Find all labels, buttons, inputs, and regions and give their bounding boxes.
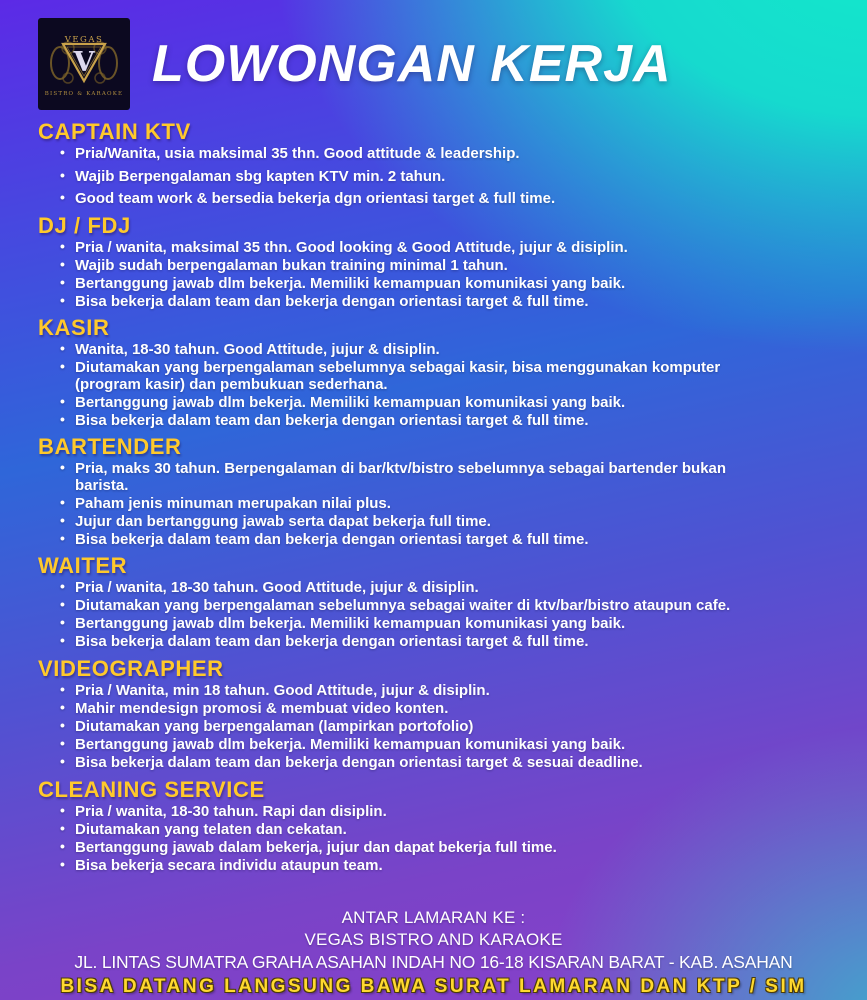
job-heading-videographer: VIDEOGRAPHER <box>38 655 224 681</box>
job-bullet: • Pria / Wanita, min 18 tahun. Good Attitude, jujur & disiplin. <box>60 683 780 700</box>
job-heading-dj-fdj: DJ / FDJ <box>38 212 131 238</box>
job-section-bartender <box>38 435 831 548</box>
job-bullets-waiter <box>60 580 780 651</box>
job-section-videographer <box>38 657 831 772</box>
job-bullet: • Wanita, 18-30 tahun. Good Attitude, jujur & disiplin. <box>60 342 780 359</box>
job-bullet: • Wajib sudah berpengalaman bukan training minimal 1 tahun. <box>60 258 780 275</box>
job-bullet: • Pria / wanita, maksimal 35 thn. Good looking & Good Attitude, jujur & disiplin. <box>60 240 780 257</box>
job-bullet: • Pria / wanita, 18-30 tahun. Good Attitude, jujur & disiplin. <box>60 580 780 597</box>
job-bullet: • Pria / wanita, 18-30 tahun. Rapi dan disiplin. <box>60 804 780 821</box>
job-bullet: • Pria/Wanita, usia maksimal 35 thn. Good attitude & leadership. <box>60 146 780 163</box>
job-bullet: • Diutamakan yang berpengalaman (lampirkan portofolio) <box>60 719 780 736</box>
footer-address: JL. LINTAS SUMATRA GRAHA ASAHAN INDAH NO 16-18 KISARAN BARAT - KAB. ASAHAN <box>74 951 793 972</box>
job-bullet: • Bisa bekerja dalam team dan bekerja dengan orientasi target & full time. <box>60 294 780 311</box>
footer-apply-label: ANTAR LAMARAN KE : <box>341 908 526 928</box>
job-section-kasir <box>38 316 831 429</box>
job-heading-captain-ktv: CAPTAIN KTV <box>38 119 191 144</box>
job-bullet: • Good team work & bersedia bekerja dgn orientasi target & full time. <box>60 191 780 208</box>
job-bullets-dj-fdj <box>60 240 780 311</box>
footer-venue-name: VEGAS BISTRO AND KARAOKE <box>304 929 563 949</box>
footer-highlight: BISA DATANG LANGSUNG BAWA SURAT LAMARAN DAN KTP / SIM <box>60 976 807 997</box>
logo-brand-text: VEGAS <box>64 35 104 45</box>
job-section-captain-ktv <box>38 120 831 208</box>
job-bullet: • Bertanggung jawab dlm bekerja. Memiliki kemampuan komunikasi yang baik. <box>60 395 780 412</box>
job-bullet: • Pria, maks 30 tahun. Berpengalaman di bar/ktv/bistro sebelumnya sebagai bartender bukan barista. <box>60 461 780 494</box>
job-bullet: • Bisa bekerja dalam team dan bekerja dengan orientasi target & full time. <box>60 532 780 549</box>
job-bullet: • Paham jenis minuman merupakan nilai plus. <box>60 496 780 513</box>
job-bullet: • Bisa bekerja secara individu ataupun team. <box>60 858 780 875</box>
logo-tagline: BISTRO & KARAOKE <box>44 91 124 97</box>
job-bullet: • Diutamakan yang berpengalaman sebelumnya sebagai waiter di ktv/bar/bistro ataupun cafe. <box>60 598 780 615</box>
job-bullet: • Jujur dan bertanggung jawab serta dapat bekerja full time. <box>60 514 780 531</box>
poster-footer <box>0 907 867 998</box>
poster-title: LOWONGAN KERJA <box>152 35 672 93</box>
job-bullet: • Bisa bekerja dalam team dan bekerja dengan orientasi target & full time. <box>60 413 780 430</box>
job-bullets-kasir <box>60 342 780 429</box>
job-bullets-cleaning-service <box>60 804 780 875</box>
job-bullet: • Bertanggung jawab dlm bekerja. Memiliki kemampuan komunikasi yang baik. <box>60 276 780 293</box>
job-section-waiter <box>38 554 831 651</box>
job-bullet: • Diutamakan yang berpengalaman sebelumnya sebagai kasir, bisa menggunakan komputer (program kasir) dan pembukuan sederhana. <box>60 360 780 393</box>
job-bullet: • Bertanggung jawab dlm bekerja. Memiliki kemampuan komunikasi yang baik. <box>60 616 780 633</box>
job-heading-bartender: BARTENDER <box>38 434 182 460</box>
job-section-dj-fdj <box>38 214 831 311</box>
vegas-logo <box>38 18 130 110</box>
job-bullet: • Bisa bekerja dalam team dan bekerja dengan orientasi target & full time. <box>60 634 780 651</box>
job-bullet: • Bertanggung jawab dlm bekerja. Memiliki kemampuan komunikasi yang baik. <box>60 737 780 754</box>
vegas-logo-icon <box>38 18 130 110</box>
job-heading-kasir: KASIR <box>38 315 110 341</box>
job-bullets-bartender <box>60 461 780 548</box>
poster-header <box>0 0 867 112</box>
job-bullet: • Diutamakan yang telaten dan cekatan. <box>60 822 780 839</box>
sections <box>0 112 867 874</box>
logo-monogram: V <box>73 47 95 78</box>
job-bullets-videographer <box>60 683 780 772</box>
job-heading-cleaning-service: CLEANING SERVICE <box>38 776 265 802</box>
job-bullet: • Wajib Berpengalaman sbg kapten KTV min. 2 tahun. <box>60 169 780 186</box>
job-bullet: • Bertanggung jawab dalam bekerja, jujur dan dapat bekerja full time. <box>60 840 780 857</box>
job-bullets-captain-ktv <box>60 146 780 208</box>
job-heading-waiter: WAITER <box>38 553 128 579</box>
job-section-cleaning-service <box>38 778 831 875</box>
job-bullet: • Mahir mendesign promosi & membuat video konten. <box>60 701 780 718</box>
job-bullet: • Bisa bekerja dalam team dan bekerja dengan orientasi target & sesuai deadline. <box>60 755 780 772</box>
